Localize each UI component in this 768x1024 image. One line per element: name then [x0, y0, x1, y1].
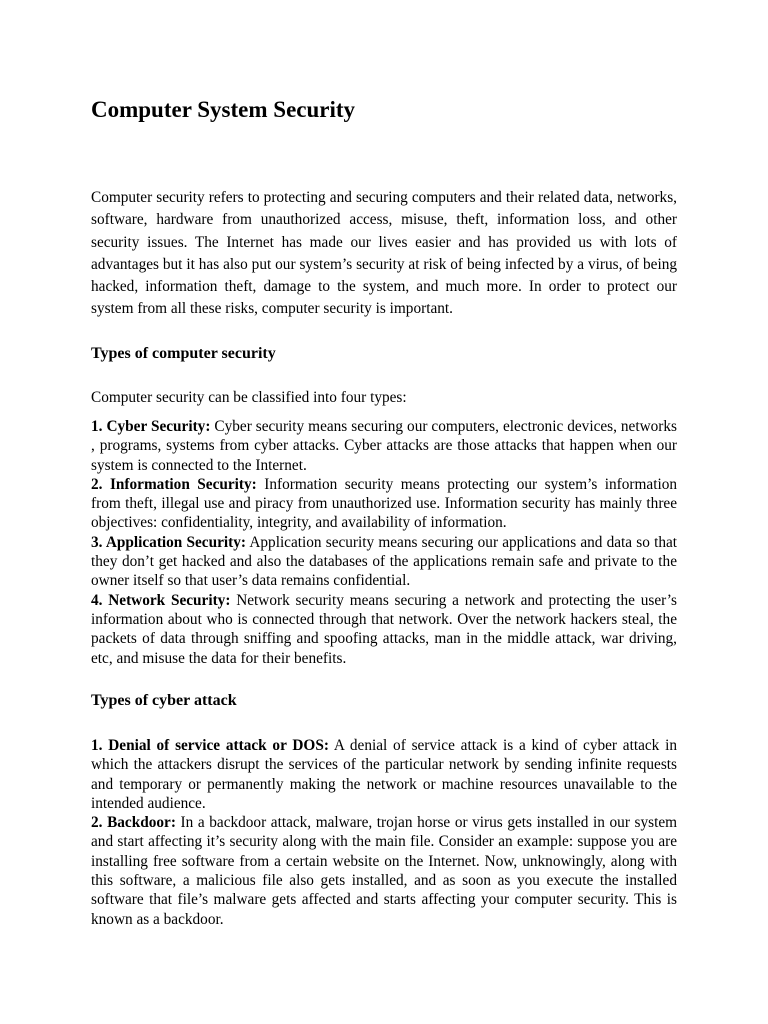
- list-item-text: Application security means securing our applications and data so that they don’t get hacked and also the databases of the applications remain safe and private to the owner itself so that user’s data remains confidential.: [91, 533, 678, 590]
- list-item: [91, 736, 677, 813]
- section-heading-computer-security: Types of computer security: [91, 345, 276, 362]
- list-item-text: A denial of service attack is a kind of cyber attack in which the attackers disrupt the services of the particular network by sending infinite requests and temporary or permanently making the network or machine resources unavailable to the intended audience.: [91, 737, 678, 812]
- list-item-text: Information security means protecting our system’s information from theft, illegal use and piracy from unauthorized use. Information security has mainly three objectives: confidentiality, integrity, and availability of information.: [91, 475, 677, 532]
- list-item: [91, 591, 677, 668]
- section-heading-cyber-attack: Types of cyber attack: [91, 692, 237, 709]
- security-types-intro: Computer security can be classified into four types:: [91, 389, 407, 406]
- list-item-text: Network security means securing a network and protecting the user’s information about who is connected through that network. Over the network hackers steal, the packets of data through sniffing and spoofing attacks, man in the middle attack, war driving, etc, and misuse the data for their benefits.: [91, 591, 677, 667]
- intro-paragraph: Computer security refers to protecting and securing computers and their related data, networks, software, hardware from unauthorized access, misuse, theft, information loss, and other security issues. The Internet has made our lives easier and has provided us with lots of advantages but it has also put our system’s security at risk of being infected by a virus, of being hacked, information theft, damage to the system, and much more. In order to protect our system from all these risks, computer security is important.: [91, 189, 677, 318]
- list-item: [91, 475, 677, 533]
- list-item-label: 2. Information Security:: [91, 475, 257, 493]
- list-item: [91, 417, 677, 475]
- list-item-label: 1. Cyber Security:: [91, 418, 211, 435]
- security-types-list: [91, 417, 677, 668]
- list-item-label: 3. Application Security:: [91, 533, 246, 551]
- list-item: [91, 813, 677, 929]
- list-item-label: 2. Backdoor:: [91, 814, 176, 832]
- list-item-label: 4. Network Security:: [91, 591, 231, 609]
- list-item-label: 1. Denial of service attack or DOS:: [91, 737, 329, 754]
- document-title: Computer System Security: [91, 97, 356, 122]
- list-item-text: Cyber security means securing our computers, electronic devices, networks , programs, systems from cyber attacks. Cyber attacks are those attacks that happen when our system is connected to the Internet.: [91, 418, 677, 474]
- attack-types-list: [91, 736, 677, 929]
- list-item: [91, 533, 677, 591]
- list-item-text: In a backdoor attack, malware, trojan horse or virus gets installed in our system and start affecting it’s security along with the main file. Consider an example: suppose you are installing free software from a certain website on the Internet. Now, unknowingly, along with this software, a malicious file also gets installed, and as soon as you execute the installed software that file’s malware gets affected and starts affecting your computer security. This is known as a backdoor.: [91, 814, 678, 928]
